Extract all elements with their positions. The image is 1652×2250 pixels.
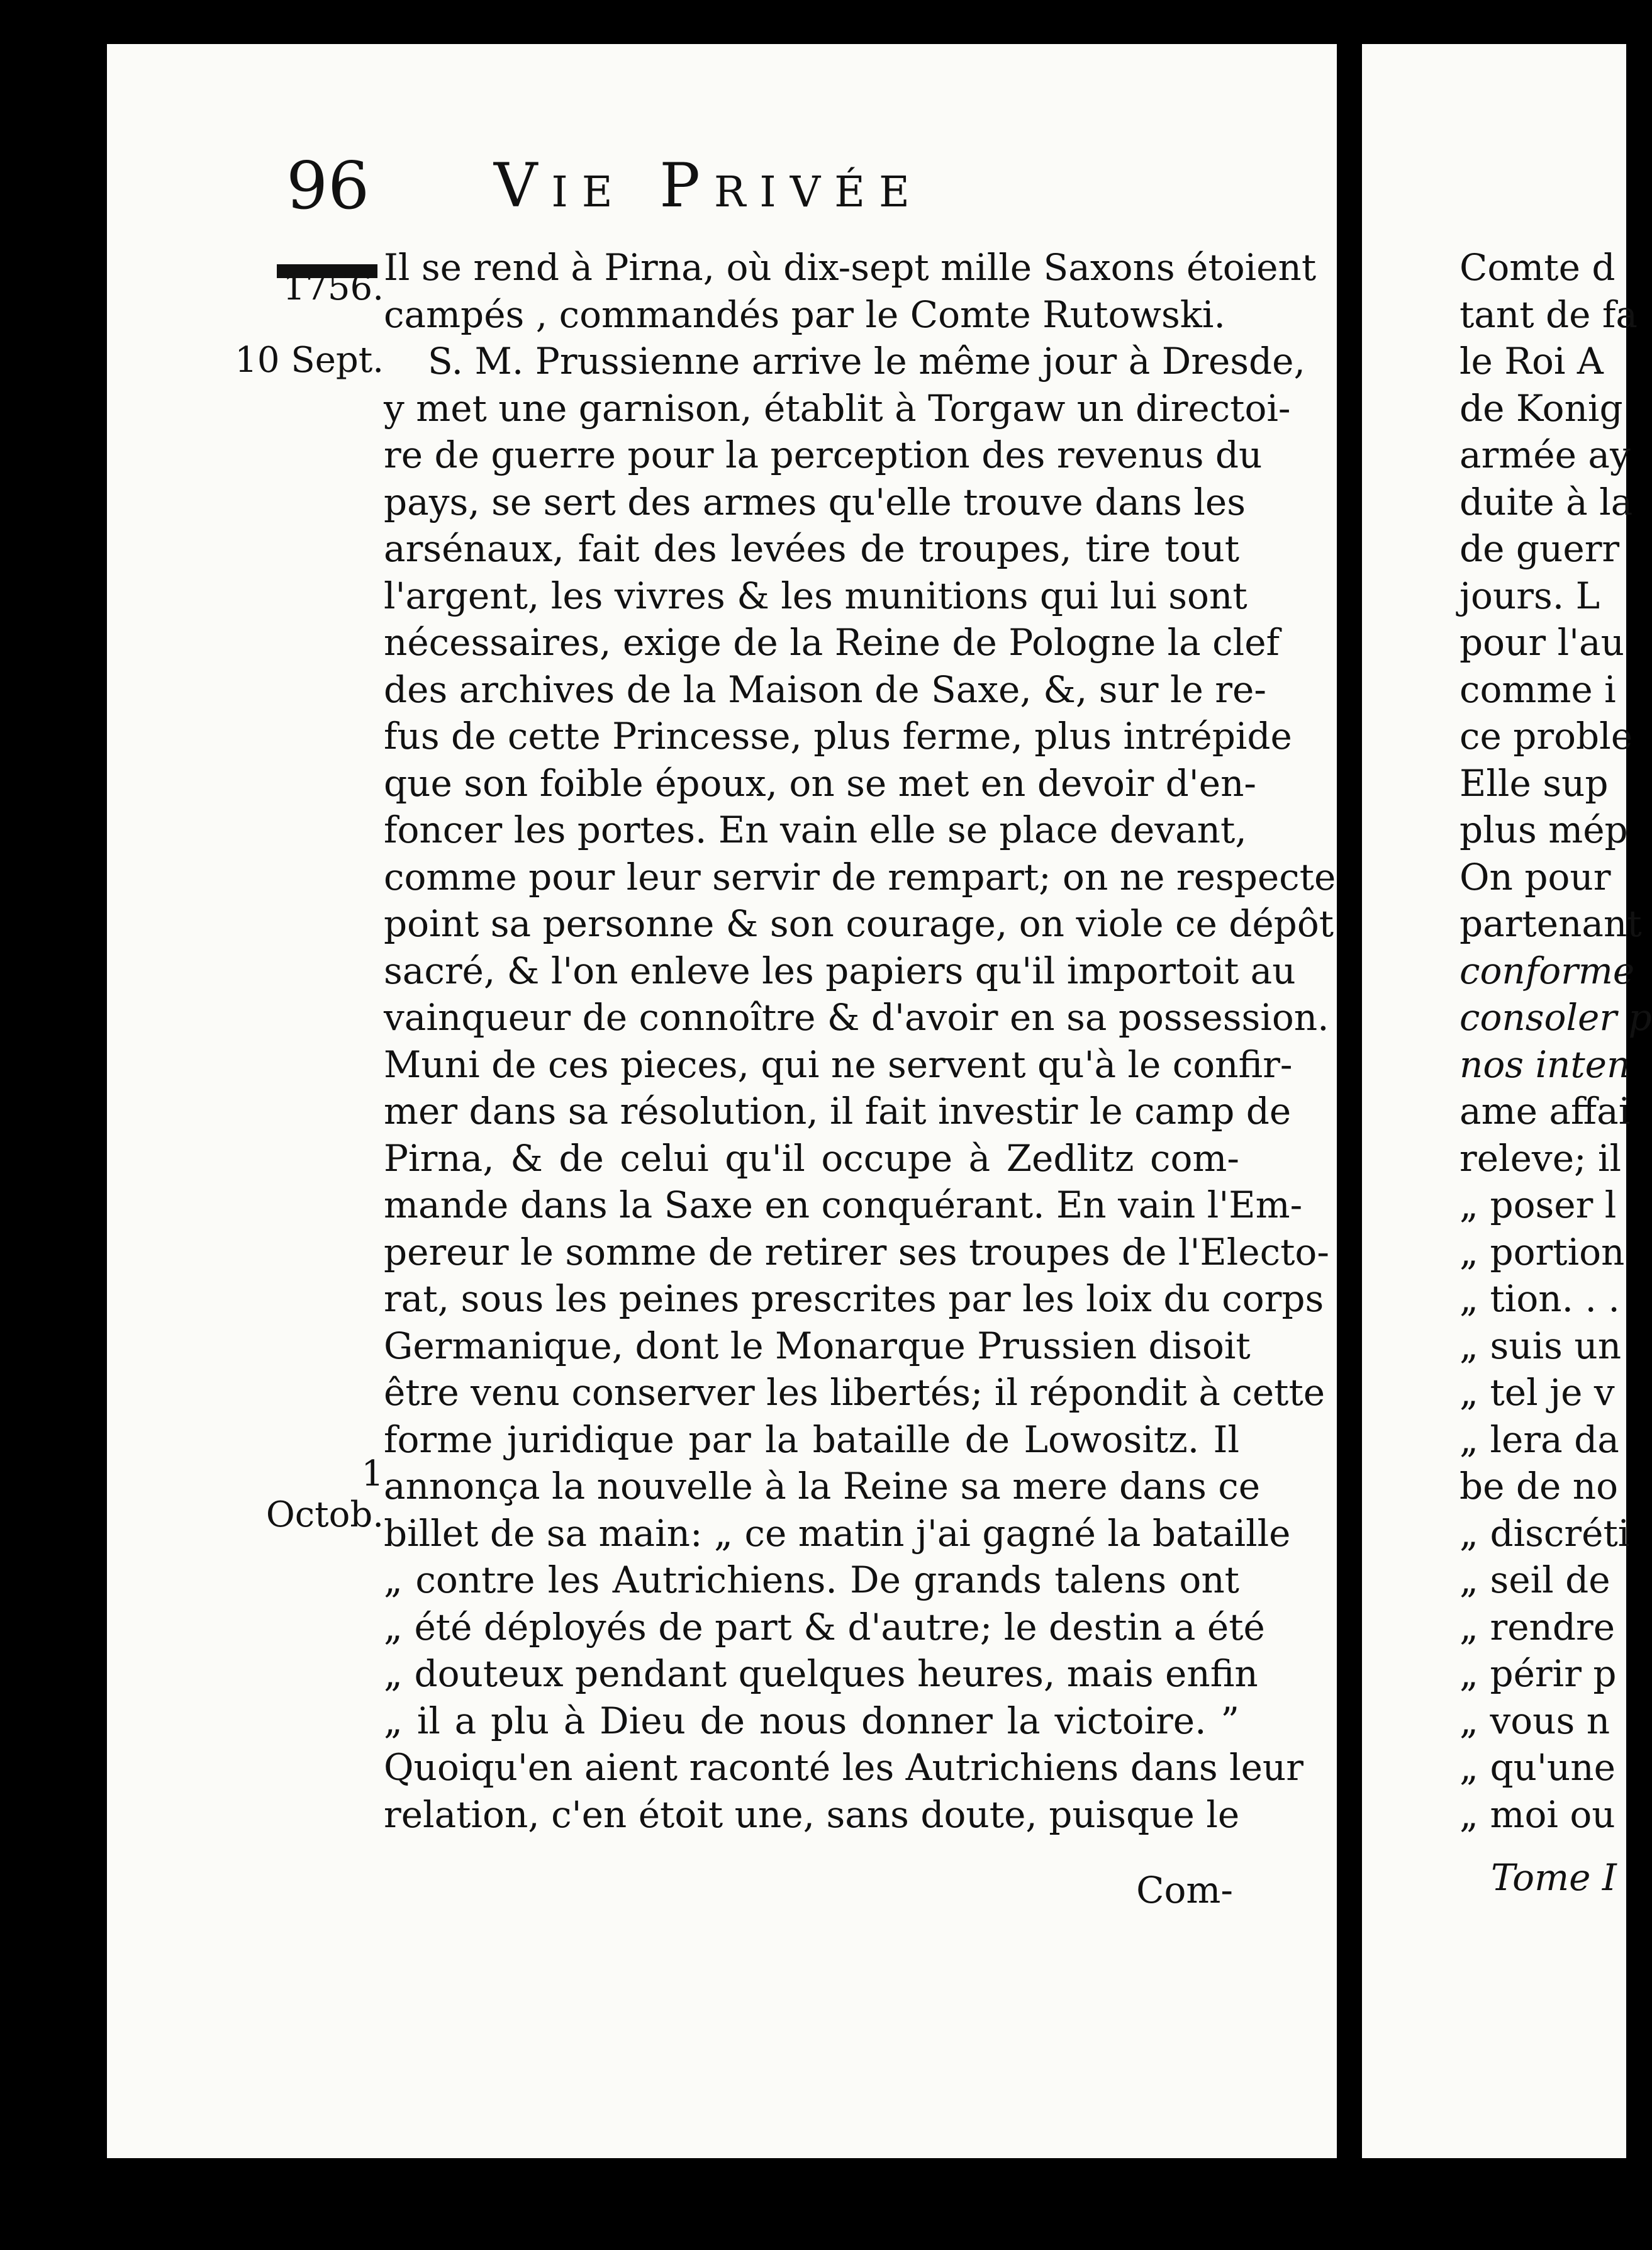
text-line: billet de sa main: „ ce matin j'ai gagné la bataille (384, 1511, 1291, 1555)
text-line: tant de fa (1459, 293, 1638, 336)
text-line: mer dans sa résolution, il fait investir le camp de (384, 1090, 1292, 1133)
text-line: comme i (1459, 668, 1616, 711)
margin-note-year: 1756. (282, 267, 384, 308)
text-line: On pour (1459, 855, 1611, 898)
text-line: plus mép (1459, 809, 1628, 851)
text-line: comme pour leur servir de rempart; on ne respecte (384, 855, 1336, 898)
text-line: annonça la nouvelle à la Reine sa mere dans ce (384, 1465, 1261, 1508)
text-line: rat, sous les peines prescrites par les loix du corps (384, 1277, 1324, 1320)
text-line: consoler p (1459, 996, 1652, 1039)
text-line: ame affai (1459, 1090, 1631, 1133)
text-line: Pirna, & de celui qu'il occupe à Zedlitz com- (384, 1136, 1239, 1180)
text-line: armée ay (1459, 434, 1631, 476)
right-page-footer: Tome I (1491, 1856, 1617, 1899)
text-line: „ rendre (1459, 1605, 1616, 1648)
text-line: „ contre les Autrichiens. De grands talens ont (384, 1559, 1239, 1601)
text-line: l'argent, les vivres & les munitions qui lui sont (384, 574, 1247, 617)
text-line: pereur le somme de retirer ses troupes de l'Electo- (384, 1230, 1329, 1273)
text-line: mande dans la Saxe en conquérant. En vain l'Em- (384, 1184, 1303, 1226)
text-line: conforme (1459, 949, 1635, 992)
margin-note-octob: 1 Octob. (265, 1453, 384, 1535)
text-line: fus de cette Princesse, plus ferme, plus intrépide (384, 715, 1292, 758)
running-title: Vie Privée (494, 150, 924, 221)
text-line: „ tion. . . (1459, 1277, 1620, 1320)
text-line: forme juridique par la bataille de Lowositz. Il (384, 1418, 1239, 1461)
text-line: releve; il (1459, 1136, 1622, 1180)
text-line: pays, se sert des armes qu'elle trouve dans les (384, 480, 1246, 523)
text-line: be de no (1459, 1465, 1619, 1508)
text-line: „ suis un (1459, 1324, 1622, 1367)
text-line: pour l'au (1459, 621, 1624, 664)
text-line: de guerr (1459, 527, 1620, 570)
text-line: y met une garnison, établit à Torgaw un directoi- (384, 386, 1291, 430)
text-line: „ tel je v (1459, 1371, 1615, 1414)
text-line: „ lera da (1459, 1418, 1619, 1461)
text-line: sacré, & l'on enleve les papiers qu'il importoit au (384, 949, 1296, 992)
text-line: que son foible époux, on se met en devoir d'en- (384, 761, 1257, 805)
text-line: „ moi ou (1459, 1793, 1616, 1836)
text-line: de Konig (1459, 386, 1623, 430)
text-line: Comte d (1459, 246, 1616, 289)
text-line: re de guerre pour la perception des revenus du (384, 434, 1263, 476)
text-line: nos inten (1459, 1043, 1631, 1086)
text-line: Quoiqu'en aient raconté les Autrichiens dans leur (384, 1746, 1303, 1789)
text-line: „ il a plu à Dieu de nous donner la victoire. ” (384, 1699, 1239, 1742)
text-line: ce proble (1459, 715, 1633, 758)
text-line: des archives de la Maison de Saxe, &, sur le re- (384, 668, 1266, 711)
text-line: campés , commandés par le Comte Rutowski. (384, 293, 1225, 336)
text-line: Muni de ces pieces, qui ne servent qu'à le confir- (384, 1043, 1293, 1086)
text-line: Elle sup (1459, 761, 1609, 805)
margin-note-sept: 10 Sept. (235, 340, 384, 381)
text-line: „ été déployés de part & d'autre; le destin a été (384, 1605, 1265, 1648)
right-page-text (1459, 244, 1652, 1838)
text-line: S. M. Prussienne arrive le même jour à Dresde, (428, 340, 1305, 383)
text-line: être venu conserver les libertés; il répondit à cette (384, 1371, 1326, 1414)
text-line: foncer les portes. En vain elle se place devant, (384, 809, 1247, 851)
text-line: partenant (1459, 902, 1642, 945)
text-line: arsénaux, fait des levées de troupes, tire tout (384, 527, 1239, 570)
text-line: duite à la (1459, 480, 1633, 523)
text-line: nécessaires, exige de la Reine de Pologne la clef (384, 621, 1280, 664)
text-line: „ seil de (1459, 1559, 1610, 1601)
text-line: „ douteux pendant quelques heures, mais enfin (384, 1652, 1258, 1695)
text-line: le Roi A (1459, 340, 1604, 383)
text-line: jours. L (1459, 574, 1600, 617)
text-line: „ qu'une (1459, 1746, 1616, 1789)
text-line: point sa personne & son courage, on viole ce dépôt (384, 902, 1334, 945)
text-line: Germanique, dont le Monarque Prussien disoit (384, 1324, 1251, 1367)
text-line: „ vous n (1459, 1699, 1610, 1742)
text-line: „ portion (1459, 1230, 1625, 1273)
running-head (286, 138, 1242, 233)
text-line: „ poser l (1459, 1184, 1617, 1226)
body-text (384, 244, 1336, 1838)
text-line: „ périr p (1459, 1652, 1617, 1695)
text-line: vainqueur de connoître & d'avoir en sa possession. (384, 996, 1329, 1039)
catchword: Com- (1136, 1869, 1233, 1911)
page-number: 96 (286, 147, 370, 224)
text-line: „ discréti (1459, 1511, 1630, 1555)
text-line: Il se rend à Pirna, où dix-sept mille Saxons étoient (384, 246, 1317, 289)
text-line: relation, c'en étoit une, sans doute, puisque le (384, 1793, 1240, 1836)
